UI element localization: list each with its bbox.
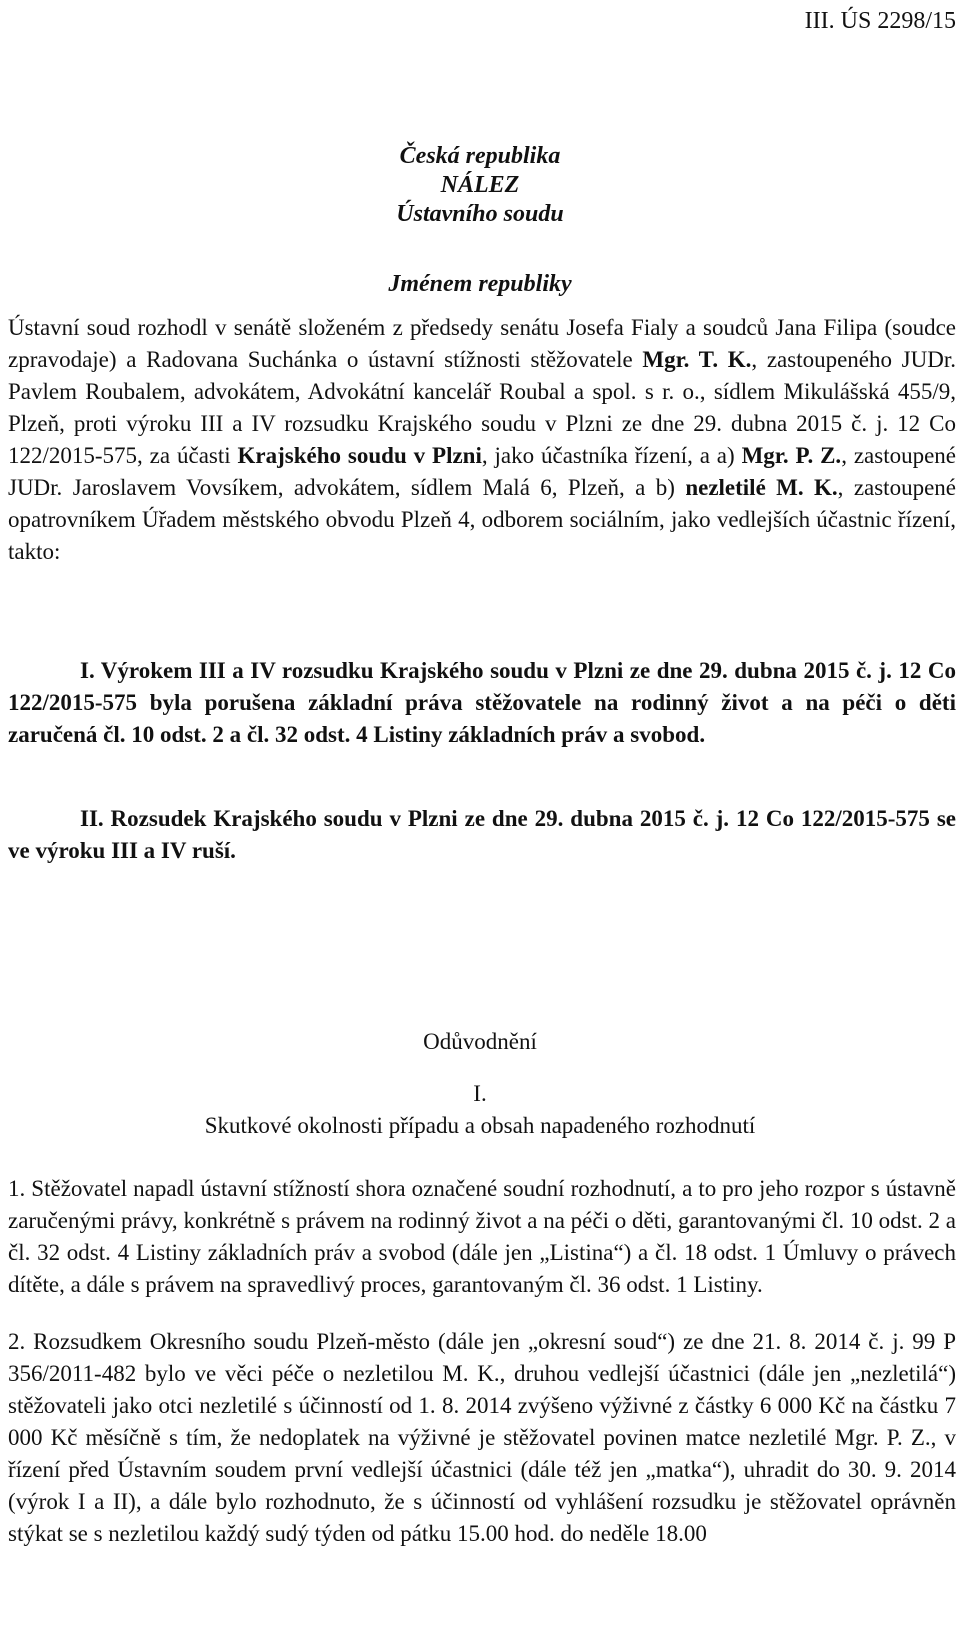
reasoning-paragraph-2: 2. Rozsudkem Okresního soudu Plzeň-město (dále jen „okresní soud“) ze dne 21. 8. 2014 č. j. 99 P 356/2011-482 bylo ve věci péče o nezletilou M. K., druhou vedlejší účastnici (dále jen „nezletilá“) stěžovateli jako otci nezletilé s účinností od 1. 8. 2014 zvýšeno výživné z částky 6 000 Kč na částku 7 000 Kč měsíčně s tím, že nedoplatek na výživné je stěžovatel povinen matce nezletilé Mgr. P. Z., v řízení před Ústavním soudem první vedlejší účastnici (dále též jen „matka“), uhradit do 30. 9. 2014 (výrok I a II), a dále bylo rozhodnuto, že s účinností od vyhlášení rozsudku je stěžovatel oprávněn stýkat se s nezletilou každý sudý týden od pátku 15.00 hod. do neděle 18.00 [8, 1329, 956, 1546]
reasoning-heading: Odůvodnění [423, 1029, 537, 1054]
section-number: I. [473, 1081, 487, 1106]
intro-bold-court: Krajského soudu v Plzni [237, 443, 482, 468]
intro-bold-party-a: Mgr. P. Z. [741, 443, 842, 468]
intro-bold-party-b: nezletilé M. K. [685, 475, 838, 500]
intro-text-3: , jako účastníka řízení, a a) [481, 443, 742, 468]
intro-bold-complainant: Mgr. T. K. [642, 347, 752, 372]
case-reference: III. ÚS 2298/15 [804, 8, 956, 34]
title-court: Ústavního soudu [396, 201, 564, 227]
title-block-republic [0, 269, 960, 299]
title-in-name-of-republic: Jménem republiky [388, 271, 572, 297]
section-title: Skutkové okolnosti případu a obsah napadeného rozhodnutí [204, 1113, 756, 1138]
intro-text-2: , zastoupeného JUDr. Pavlem Roubalem, advokátem, Advokátní kancelář Roubal a spol. s r. o., sídlem Mikulášská 455/9, Plzeň, proti výroku III a IV rozsudku Krajského soudu v Plzni ze dne 29. dubna 2015 č. j. 12 Co 122/2015-575, za účasti [8, 347, 956, 468]
intro-paragraph [8, 312, 956, 568]
title-country: Česká republika [399, 143, 561, 169]
verdict-item-2: II. Rozsudek Krajského soudu v Plzni ze dne 29. dubna 2015 č. j. 12 Co 122/2015-575 se ve výroku III a IV ruší. [8, 806, 956, 863]
verdict-item-1: I. Výrokem III a IV rozsudku Krajského soudu v Plzni ze dne 29. dubna 2015 č. j. 12 Co 122/2015-575 byla porušena základní práva stěžovatele na rodinný život a na péči o děti zaručená čl. 10 odst. 2 a čl. 32 odst. 4 Listiny základních práv a svobod. [8, 658, 956, 747]
intro-text-5: , zastoupené opatrovníkem Úřadem městského obvodu Plzeň 4, odborem sociálním, jako vedlejších účastnic řízení, takto: [8, 475, 956, 564]
title-decision-type: NÁLEZ [440, 172, 520, 198]
intro-text-1: Ústavní soud rozhodl v senátě složeném z předsedy senátu Josefa Fialy a soudců Jana Filipa (soudce zpravodaje) a Radovana Suchánka o ústavní stížnosti stěžovatele [8, 315, 956, 372]
intro-text-4: , zastoupené JUDr. Jaroslavem Vovsíkem, advokátem, sídlem Malá 6, Plzeň, a b) [8, 443, 956, 500]
title-block [0, 142, 960, 229]
reasoning-paragraph-1: 1. Stěžovatel napadl ústavní stížností shora označené soudní rozhodnutí, a to pro jeho rozpor s ústavně zaručenými právy, konkrétně s právem na rodinný život a na péči o děti, garantovanými čl. 10 odst. 2 a čl. 32 odst. 4 Listiny základních práv a svobod (dále jen „Listina“) a čl. 18 odst. 1 Úmluvy o právech dítěte, a dále s právem na spravedlivý proces, garantovaným čl. 36 odst. 1 Listiny. [8, 1176, 956, 1297]
